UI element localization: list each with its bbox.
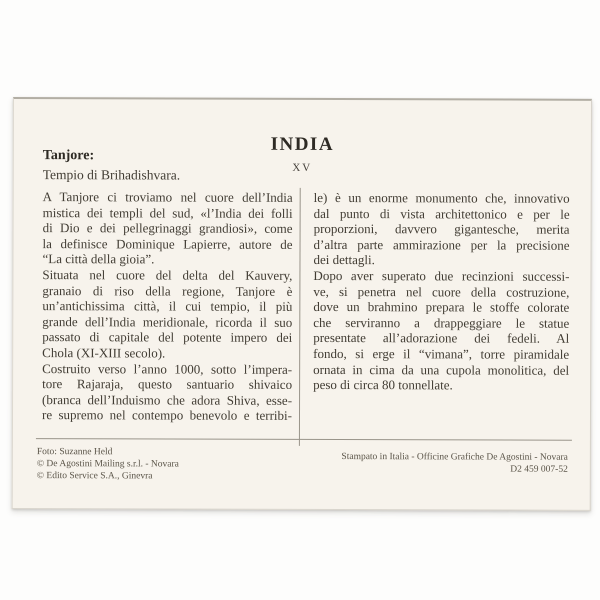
text-line: grande dell’India meridionale, ricorda il suo (42, 313, 293, 330)
text-line: di Dio e dei pellegrinaggi grandiosi», come (42, 220, 293, 237)
text-line: A Tanjore ci troviamo nel cuore dell’India (42, 189, 293, 205)
text-line: (branca dell’Induismo che adora Shiva, esse- (42, 391, 293, 408)
text-column-left (42, 189, 293, 424)
text-line: granaio di riso della regione, Tanjore è (42, 282, 293, 299)
text-line: dei dettagli. (313, 252, 375, 268)
text-line: tore Rajaraja, questo santuario shivaico (42, 376, 293, 393)
credit-copyright-1: © De Agostini Mailing s.r.l. - Novara (36, 459, 179, 470)
text-line: ve, si penetra nel cuore della costruzione, (313, 283, 570, 300)
caption (43, 146, 293, 185)
text-line: dove un brahmino prepara le stoffe colorate (313, 299, 570, 315)
text-line: Costruito verso l’anno 1000, sotto l’impera- (42, 360, 293, 377)
text-line: Dopo aver superato due recinzioni successi- (313, 267, 570, 284)
text-line: che serviranno a drappeggiare le statue (313, 314, 570, 331)
text-line: d’altra parte ammirazione per la precisione (313, 236, 570, 253)
text-line: peso di circa 80 tonnellate. (313, 377, 453, 393)
text-line: dal punto di vista architettonico e per le (313, 205, 570, 222)
credits-left (37, 446, 179, 482)
caption-place: Tanjore: (42, 148, 95, 164)
postcard-back (12, 97, 592, 511)
text-line: Chola (XI-XIII secolo). (42, 345, 166, 361)
text-line: la definisce Dominique Lapierre, autore de (42, 235, 293, 252)
text-line: le) è un enorme monumento che, innovativo (313, 189, 570, 206)
credit-code: D2 459 007-52 (510, 464, 568, 475)
credits-right (341, 451, 568, 476)
text-line: ornata in cima da una cupola monolitica, del (313, 361, 570, 378)
text-line: re supremo nel contempo benevolo e terribi- (41, 407, 293, 424)
credit-copyright-2: © Edito Service S.A., Ginevra (36, 471, 153, 482)
text-line: “La città della gioia”. (42, 251, 155, 267)
footer-rule (36, 438, 572, 441)
text-column-right (313, 190, 570, 394)
text-line: mistica dei templi del sud, «l’India dei folli (42, 204, 293, 221)
page-title: INDIA (270, 133, 335, 156)
text-line: passato di capitale del potente impero dei (42, 329, 293, 346)
credit-photo: Foto: Suzanne Held (36, 447, 113, 458)
text-line: proporzioni, davvero gigantesche, merita (313, 221, 570, 237)
text-line: presentate all’adorazione dei fedeli. Al (313, 330, 570, 347)
caption-subject: Tempio di Brihadishvara. (42, 167, 181, 183)
text-line: fondo, si erge il “vimana”, torre piramidale (313, 345, 570, 362)
series-number: XV (292, 161, 313, 174)
credit-printer: Stampato in Italia - Officine Grafiche De Agostini - Novara (341, 452, 568, 463)
column-divider-rule (299, 188, 301, 446)
text-line: un’antichissima città, il cui tempio, il più (42, 298, 293, 315)
text-line: Situata nel cuore del delta del Kauvery, (42, 267, 293, 283)
